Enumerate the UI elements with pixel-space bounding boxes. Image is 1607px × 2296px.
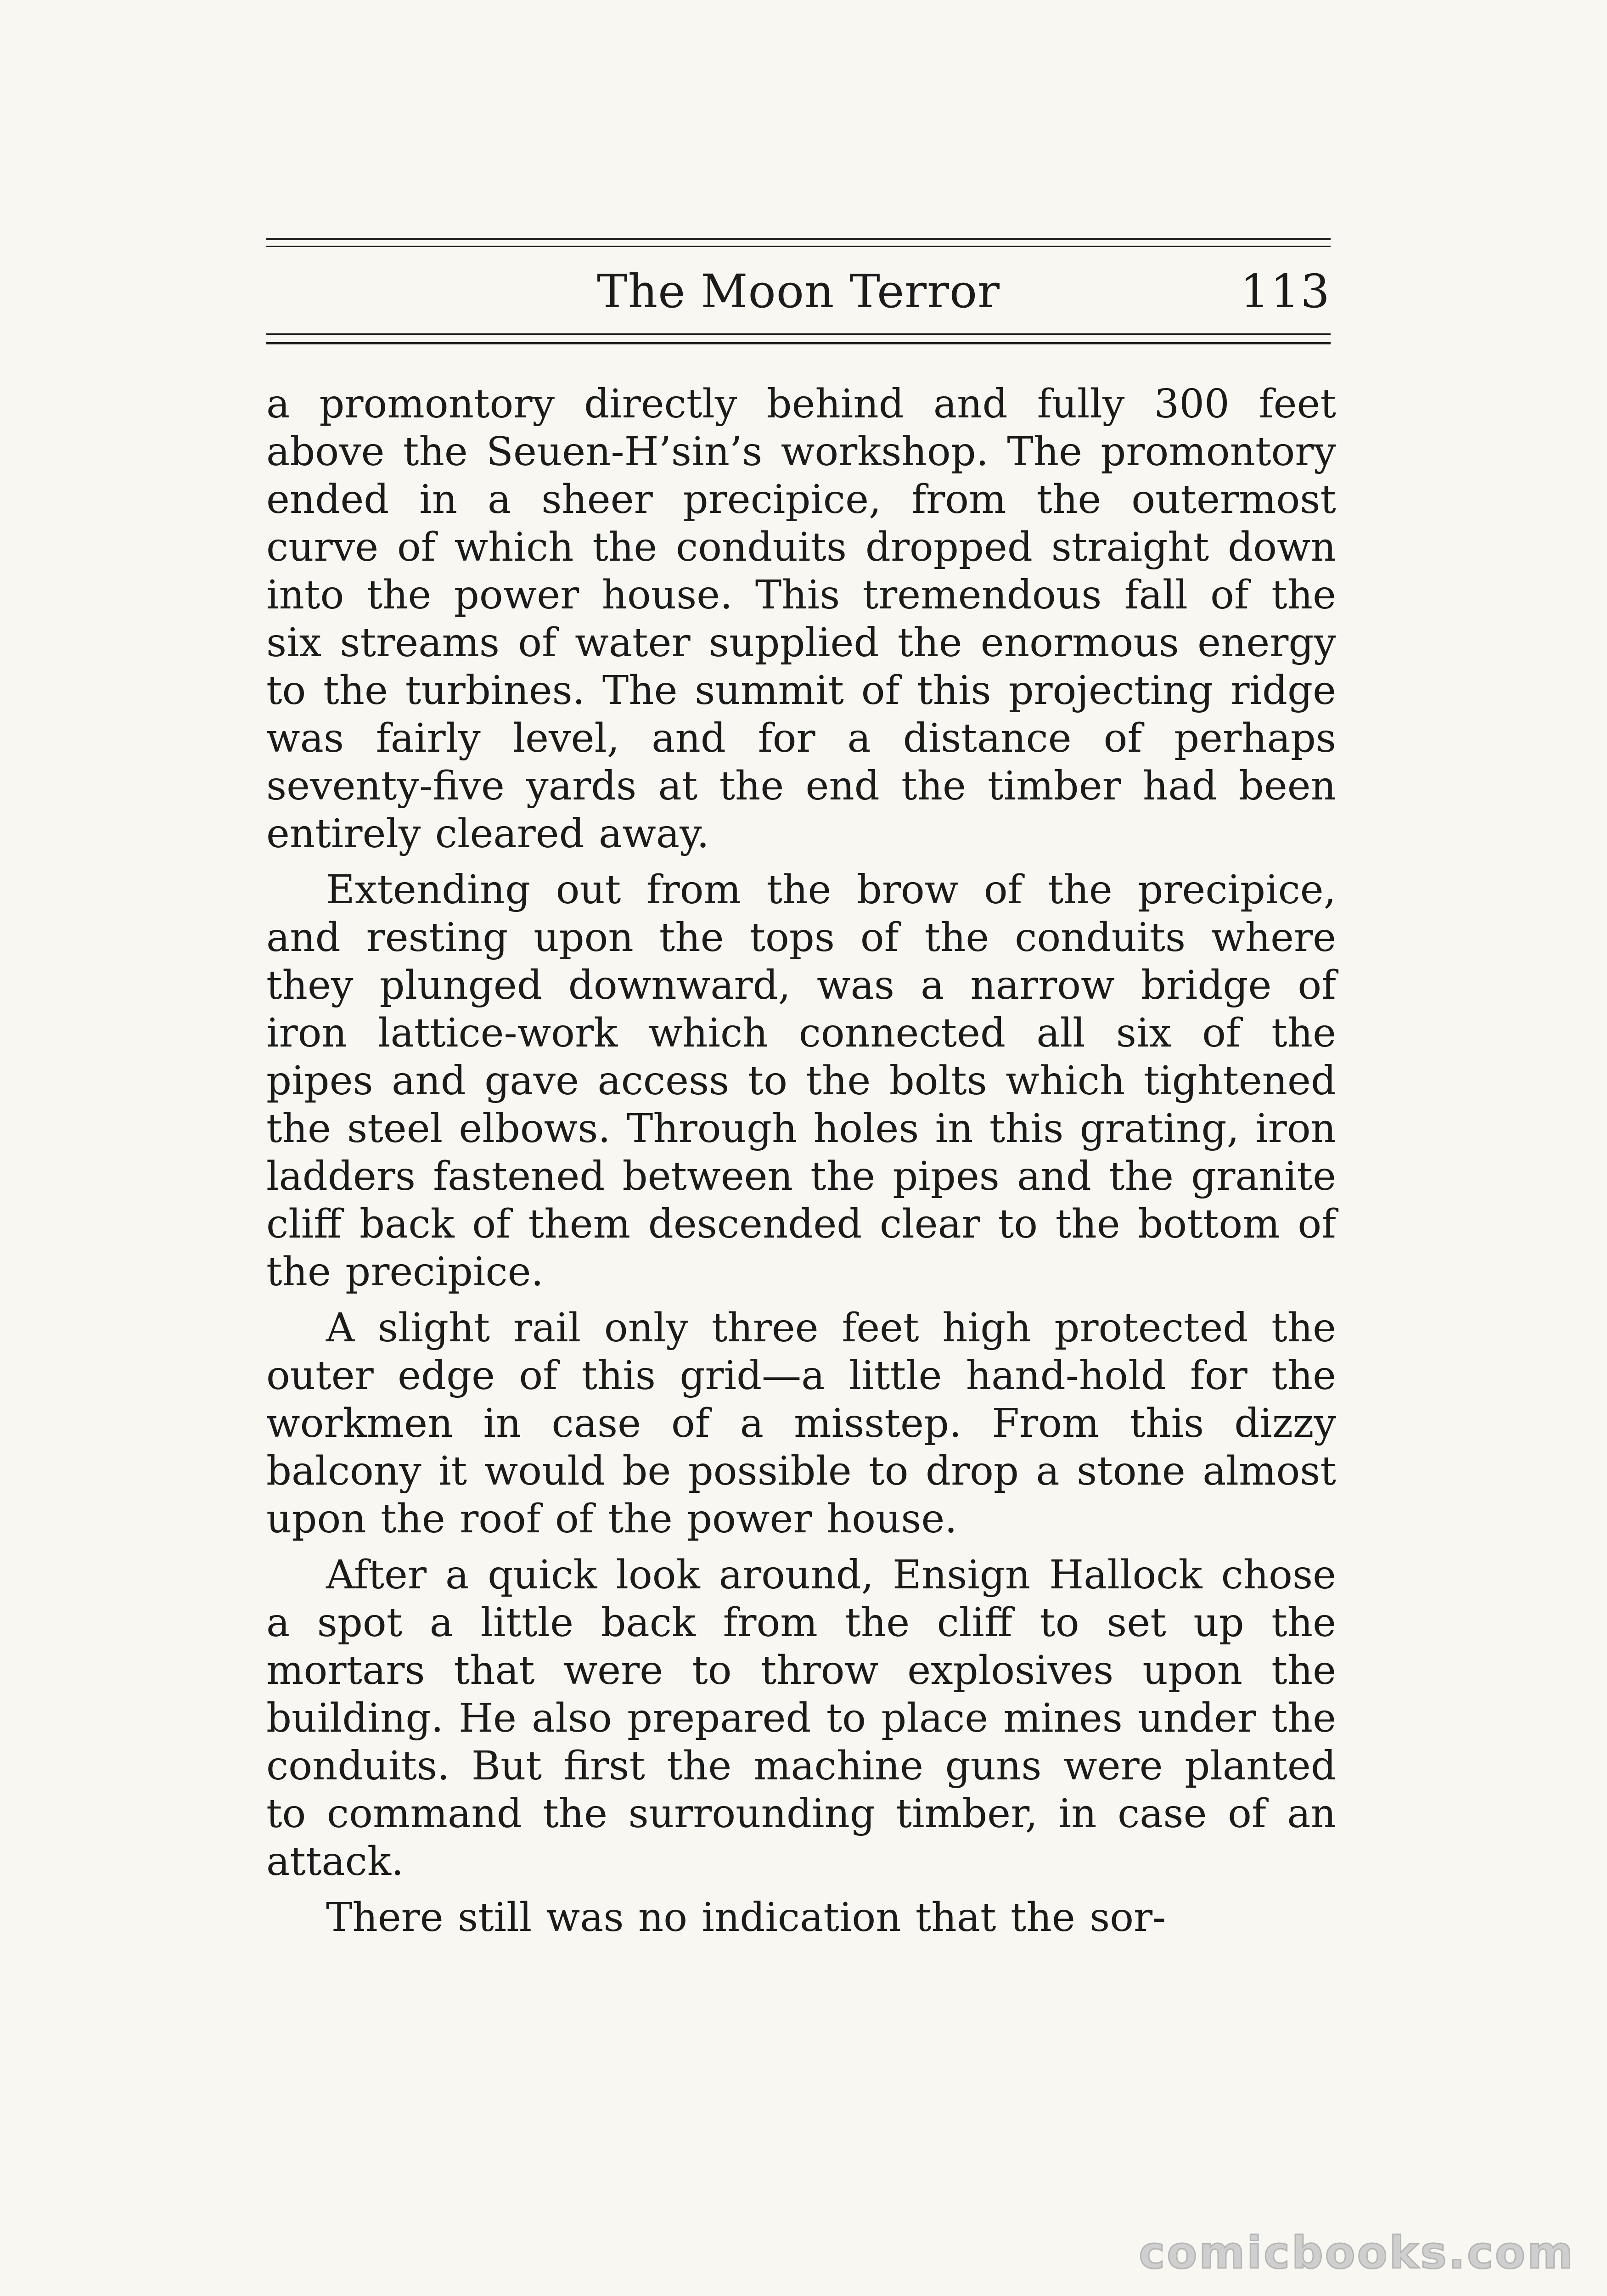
paragraph: A slight rail only three feet high protected the outer edge of this grid—a little hand-hold for the workmen in case of a misstep. From this dizzy balcony it would be possible to drop a stone almost upon the roof of the power house.	[266, 1305, 1336, 1542]
header-rule-top-1	[266, 238, 1331, 240]
watermark: comicbooks.com	[1139, 2227, 1575, 2279]
header-rule-bottom-1	[266, 333, 1331, 335]
paragraph: There still was no indication that the sor-	[326, 1895, 1166, 1941]
body-text	[266, 380, 1336, 1941]
paragraph: Extending out from the brow of the precipice, and resting upon the tops of the conduits where they plunged downward, was a narrow bridge of iron lattice-work which connected all six of the pipes and gave access to the bolts which tightened the steel elbows. Through holes in this grating, iron ladders fastened between the pipes and the granite cliff back of them descended clear to the bottom of the precipice.	[266, 867, 1336, 1295]
paragraph: a promontory directly behind and fully 300 feet above the Seuen-H’sin’s workshop. The promontory ended in a sheer precipice, from the outermost curve of which the conduits dropped straight down into the power house. This tremendous fall of the six streams of water supplied the enormous energy to the turbines. The summit of this projecting ridge was fairly level, and for a distance of perhaps seventy-five yards at the end the timber had been entirely cleared away.	[266, 381, 1336, 857]
header-rule-bottom-2	[266, 342, 1331, 344]
header-rule-top-2	[266, 246, 1331, 247]
paragraph: After a quick look around, Ensign Hallock chose a spot a little back from the cliff to set up the mortars that were to throw explosives upon the building. He also prepared to place mines under the conduits. But first the machine guns were planted to command the surrounding timber, in case of an attack.	[266, 1552, 1336, 1885]
running-header	[266, 264, 1331, 319]
running-title: The Moon Terror	[597, 264, 1000, 318]
page-number: 113	[1240, 264, 1331, 318]
